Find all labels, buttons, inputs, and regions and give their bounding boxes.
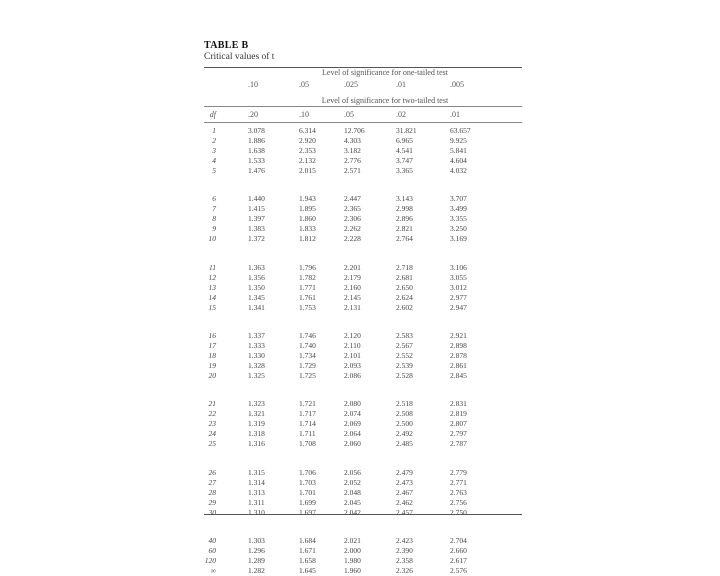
df-cell: 2 — [212, 136, 216, 145]
t-value-cell: 1.328 — [248, 360, 265, 370]
t-value-cell: 1.311 — [248, 497, 265, 507]
t-value-cell: 1.714 — [299, 419, 316, 429]
one-tailed-label: Level of significance for one-tailed test — [322, 68, 448, 77]
t-value-cell: 2.750 — [450, 507, 467, 517]
t-value-cell: 2.831 — [450, 399, 467, 409]
df-cell: 7 — [212, 204, 216, 214]
t-value-cell: 1.796 — [299, 262, 316, 272]
t-value-cell: 1.658 — [299, 555, 316, 565]
one-tailed-level: .05 — [299, 80, 309, 89]
t-value-cell: 2.479 — [396, 467, 413, 477]
table-row — [204, 546, 522, 556]
t-value-cell: 2.131 — [344, 302, 361, 312]
df-cell: 21 — [208, 399, 216, 409]
table-row — [204, 136, 522, 146]
df-cell: 9 — [212, 224, 216, 234]
t-value-cell: 2.132 — [299, 156, 316, 165]
t-value-cell: 1.746 — [299, 330, 316, 340]
df-cell: 120 — [204, 555, 216, 565]
df-cell: ∞ — [210, 565, 216, 575]
table-row — [204, 556, 522, 566]
t-value-cell: 2.583 — [396, 330, 413, 340]
two-tailed-level: .01 — [450, 110, 460, 119]
t-value-cell: 1.761 — [299, 292, 316, 302]
t-value-cell: 1.310 — [248, 507, 265, 517]
table-row — [204, 234, 522, 244]
table-row — [204, 478, 522, 488]
t-value-cell: 2.052 — [344, 477, 361, 487]
df-cell: 3 — [212, 146, 216, 155]
t-value-cell: 2.921 — [450, 330, 467, 340]
table-row — [204, 409, 522, 419]
t-value-cell: 2.228 — [344, 234, 361, 244]
t-value-cell: 1.721 — [299, 399, 316, 409]
df-cell: 15 — [208, 302, 216, 312]
two-tailed-label: Level of significance for two-tailed test — [321, 96, 449, 105]
t-value-cell: 1.729 — [299, 360, 316, 370]
table-row — [204, 341, 522, 351]
t-value-cell: 2.467 — [396, 487, 413, 497]
two-tailed-level: .05 — [344, 110, 354, 119]
table-row — [204, 468, 522, 478]
t-value-cell: 3.143 — [396, 194, 413, 204]
df-cell: 27 — [208, 477, 216, 487]
t-value-cell: 2.681 — [396, 272, 413, 282]
t-value-cell: 1.356 — [248, 272, 265, 282]
table-row — [204, 126, 522, 136]
t-value-cell: 2.021 — [344, 535, 361, 545]
t-value-cell: 6.965 — [396, 136, 413, 145]
t-value-cell: 2.787 — [450, 439, 467, 449]
one-tailed-header-row — [204, 80, 522, 90]
df-cell: 13 — [208, 282, 216, 292]
one-tailed-level: .005 — [450, 80, 464, 89]
t-value-cell: 1.415 — [248, 204, 265, 214]
t-value-cell: 3.250 — [450, 224, 467, 234]
df-cell: 24 — [208, 429, 216, 439]
t-value-cell: 2.045 — [344, 497, 361, 507]
t-value-cell: 2.447 — [344, 194, 361, 204]
table-row — [204, 361, 522, 371]
t-value-cell: 1.333 — [248, 340, 265, 350]
header-bottom-rule — [204, 122, 522, 123]
t-value-cell: 1.476 — [248, 166, 265, 175]
t-value-cell: 1.706 — [299, 467, 316, 477]
t-value-cell: 2.500 — [396, 419, 413, 429]
t-value-cell: 2.201 — [344, 262, 361, 272]
t-value-cell: 2.947 — [450, 302, 467, 312]
t-value-cell: 6.314 — [299, 126, 316, 135]
t-value-cell: 3.365 — [396, 166, 413, 175]
t-value-cell: 2.179 — [344, 272, 361, 282]
df-cell: 23 — [208, 419, 216, 429]
t-value-cell: 2.898 — [450, 340, 467, 350]
t-value-cell: 1.341 — [248, 302, 265, 312]
t-value-cell: 2.704 — [450, 535, 467, 545]
t-value-cell: 3.106 — [450, 262, 467, 272]
df-cell: 26 — [208, 467, 216, 477]
t-value-cell: 2.660 — [450, 545, 467, 555]
t-value-cell: 1.740 — [299, 340, 316, 350]
t-value-cell: 3.182 — [344, 146, 361, 155]
t-value-cell: 1.325 — [248, 370, 265, 380]
t-value-cell: 1.782 — [299, 272, 316, 282]
t-value-cell: 4.303 — [344, 136, 361, 145]
t-value-cell: 3.169 — [450, 234, 467, 244]
t-value-cell: 1.684 — [299, 535, 316, 545]
t-value-cell: 2.101 — [344, 350, 361, 360]
table-row — [204, 293, 522, 303]
t-value-cell: 2.861 — [450, 360, 467, 370]
t-value-cell: 2.878 — [450, 350, 467, 360]
t-value-cell: 2.074 — [344, 409, 361, 419]
t-value-cell: 1.330 — [248, 350, 265, 360]
t-value-cell: 2.064 — [344, 429, 361, 439]
t-value-cell: 2.920 — [299, 136, 316, 145]
t-value-cell: 1.321 — [248, 409, 265, 419]
t-value-cell: 1.383 — [248, 224, 265, 234]
table-row — [204, 419, 522, 429]
t-value-cell: 2.015 — [299, 166, 316, 175]
t-value-cell: 2.977 — [450, 292, 467, 302]
t-value-cell: 2.617 — [450, 555, 467, 565]
df-cell: 20 — [208, 370, 216, 380]
t-value-cell: 2.845 — [450, 370, 467, 380]
t-value-cell: 2.779 — [450, 467, 467, 477]
t-value-cell: 2.473 — [396, 477, 413, 487]
t-value-cell: 2.821 — [396, 224, 413, 234]
t-value-cell: 63.657 — [450, 126, 471, 135]
mid-rule — [204, 106, 522, 107]
t-value-cell: 1.316 — [248, 439, 265, 449]
two-tailed-level: .10 — [299, 110, 309, 119]
one-tailed-level: .025 — [344, 80, 358, 89]
t-value-cell: 4.604 — [450, 156, 467, 165]
df-cell: 60 — [208, 545, 216, 555]
t-value-cell: 1.711 — [299, 429, 316, 439]
df-cell: 40 — [208, 535, 216, 545]
t-value-cell: 31.821 — [396, 126, 417, 135]
t-value-cell: 1.289 — [248, 555, 265, 565]
t-value-cell: 1.812 — [299, 234, 316, 244]
t-value-cell: 2.624 — [396, 292, 413, 302]
t-value-cell: 1.350 — [248, 282, 265, 292]
t-value-cell: 2.080 — [344, 399, 361, 409]
df-cell: 10 — [208, 234, 216, 244]
df-cell: 22 — [208, 409, 216, 419]
table-row — [204, 399, 522, 409]
t-value-cell: 1.323 — [248, 399, 265, 409]
table-subtitle: Critical values of t — [204, 52, 275, 62]
table-row — [204, 263, 522, 273]
t-value-cell: 2.457 — [396, 507, 413, 517]
t-value-cell: 2.485 — [396, 439, 413, 449]
t-value-cell: 2.998 — [396, 204, 413, 214]
t-value-cell: 2.764 — [396, 234, 413, 244]
t-value-cell: 1.363 — [248, 262, 265, 272]
t-value-cell: 1.833 — [299, 224, 316, 234]
table-row — [204, 429, 522, 439]
table-row — [204, 488, 522, 498]
df-cell: 29 — [208, 497, 216, 507]
table-row — [204, 204, 522, 214]
t-value-cell: 2.571 — [344, 166, 361, 175]
t-value-cell: 2.048 — [344, 487, 361, 497]
t-value-cell: 1.638 — [248, 146, 265, 155]
t-value-cell: 1.282 — [248, 565, 265, 575]
df-cell: 11 — [209, 262, 216, 272]
t-value-cell: 1.697 — [299, 507, 316, 517]
t-value-cell: 1.734 — [299, 350, 316, 360]
t-value-cell: 2.423 — [396, 535, 413, 545]
df-cell: 16 — [208, 330, 216, 340]
t-value-cell: 4.032 — [450, 166, 467, 175]
t-value-cell: 2.718 — [396, 262, 413, 272]
table-row — [204, 166, 522, 176]
t-value-cell: 2.365 — [344, 204, 361, 214]
t-value-cell: 1.717 — [299, 409, 316, 419]
t-value-cell: 1.319 — [248, 419, 265, 429]
t-value-cell: 2.567 — [396, 340, 413, 350]
t-value-cell: 2.358 — [396, 555, 413, 565]
t-value-cell: 2.763 — [450, 487, 467, 497]
t-value-cell: 1.315 — [248, 467, 265, 477]
df-cell: 28 — [208, 487, 216, 497]
t-value-cell: 2.819 — [450, 409, 467, 419]
t-value-cell: 2.518 — [396, 399, 413, 409]
t-value-cell: 2.110 — [344, 340, 361, 350]
t-value-cell: 2.771 — [450, 477, 467, 487]
t-value-cell: 3.747 — [396, 156, 413, 165]
two-tailed-level: .20 — [248, 110, 258, 119]
t-value-cell: 1.296 — [248, 545, 265, 555]
one-tailed-level: .10 — [248, 80, 258, 89]
t-value-cell: 5.841 — [450, 146, 467, 155]
df-cell: 1 — [212, 126, 216, 135]
t-value-cell: 1.303 — [248, 535, 265, 545]
t-value-cell: 2.528 — [396, 370, 413, 380]
t-value-cell: 2.602 — [396, 302, 413, 312]
table-row — [204, 273, 522, 283]
df-cell: 8 — [212, 214, 216, 224]
t-value-cell: 2.797 — [450, 429, 467, 439]
t-value-cell: 2.120 — [344, 330, 361, 340]
t-value-cell: 1.886 — [248, 136, 265, 145]
t-value-cell: 1.960 — [344, 565, 361, 575]
t-value-cell: 2.650 — [396, 282, 413, 292]
t-value-cell: 4.541 — [396, 146, 413, 155]
t-value-cell: 2.390 — [396, 545, 413, 555]
df-cell: 17 — [208, 340, 216, 350]
t-value-cell: 1.314 — [248, 477, 265, 487]
df-cell: 6 — [212, 194, 216, 204]
table-row — [204, 351, 522, 361]
t-value-cell: 2.462 — [396, 497, 413, 507]
t-value-cell: 2.326 — [396, 565, 413, 575]
t-value-cell: 2.086 — [344, 370, 361, 380]
t-value-cell: 2.069 — [344, 419, 361, 429]
one-tailed-level: .01 — [396, 80, 406, 89]
t-value-cell: 2.353 — [299, 146, 316, 155]
table-row — [204, 224, 522, 234]
t-value-cell: 2.160 — [344, 282, 361, 292]
t-value-cell: 1.708 — [299, 439, 316, 449]
t-value-cell: 3.055 — [450, 272, 467, 282]
t-value-cell: 2.042 — [344, 507, 361, 517]
t-value-cell: 1.671 — [299, 545, 316, 555]
t-value-cell: 1.860 — [299, 214, 316, 224]
table-row — [204, 303, 522, 313]
table-row — [204, 331, 522, 341]
t-value-cell: 2.756 — [450, 497, 467, 507]
t-value-cell: 1.943 — [299, 194, 316, 204]
t-value-cell: 2.093 — [344, 360, 361, 370]
df-cell: 30 — [208, 507, 216, 517]
df-cell: 18 — [208, 350, 216, 360]
two-tailed-level: .02 — [396, 110, 406, 119]
table-title: TABLE B — [204, 40, 249, 51]
t-value-cell: 1.703 — [299, 477, 316, 487]
t-value-cell: 2.576 — [450, 565, 467, 575]
t-value-cell: 2.539 — [396, 360, 413, 370]
t-value-cell: 12.706 — [344, 126, 365, 135]
df-cell: 12 — [208, 272, 216, 282]
t-value-cell: 3.078 — [248, 126, 265, 135]
bottom-rule — [204, 514, 522, 515]
t-value-cell: 1.397 — [248, 214, 265, 224]
t-value-cell: 1.372 — [248, 234, 265, 244]
df-cell: 14 — [208, 292, 216, 302]
t-value-cell: 2.807 — [450, 419, 467, 429]
t-value-cell: 2.000 — [344, 545, 361, 555]
t-value-cell: 9.925 — [450, 136, 467, 145]
t-value-cell: 2.552 — [396, 350, 413, 360]
t-value-cell: 2.896 — [396, 214, 413, 224]
df-cell: 5 — [212, 166, 216, 175]
table-row — [204, 146, 522, 156]
t-value-cell: 1.699 — [299, 497, 316, 507]
table-row — [204, 156, 522, 166]
df-header: df — [209, 110, 216, 119]
t-value-cell: 2.056 — [344, 467, 361, 477]
table-row — [204, 371, 522, 381]
df-cell: 25 — [208, 439, 216, 449]
t-value-cell: 1.345 — [248, 292, 265, 302]
t-value-cell: 2.492 — [396, 429, 413, 439]
t-value-cell: 3.355 — [450, 214, 467, 224]
table-row — [204, 214, 522, 224]
t-value-cell: 1.440 — [248, 194, 265, 204]
t-value-cell: 1.895 — [299, 204, 316, 214]
t-value-cell: 2.508 — [396, 409, 413, 419]
t-value-cell: 2.776 — [344, 156, 361, 165]
t-value-cell: 1.753 — [299, 302, 316, 312]
t-value-cell: 3.012 — [450, 282, 467, 292]
t-value-cell: 1.337 — [248, 330, 265, 340]
t-value-cell: 2.145 — [344, 292, 361, 302]
t-value-cell: 2.060 — [344, 439, 361, 449]
t-value-cell: 3.499 — [450, 204, 467, 214]
t-value-cell: 3.707 — [450, 194, 467, 204]
t-value-cell: 1.701 — [299, 487, 316, 497]
table-row — [204, 439, 522, 449]
df-cell: 4 — [212, 156, 216, 165]
t-value-cell: 2.262 — [344, 224, 361, 234]
table-row — [204, 536, 522, 546]
table-row — [204, 283, 522, 293]
table-row — [204, 508, 522, 518]
table-row — [204, 498, 522, 508]
t-value-cell: 1.318 — [248, 429, 265, 439]
two-tailed-header-row — [204, 110, 522, 120]
t-value-cell: 1.725 — [299, 370, 316, 380]
t-value-cell: 1.980 — [344, 555, 361, 565]
t-value-cell: 1.645 — [299, 565, 316, 575]
df-cell: 19 — [208, 360, 216, 370]
t-value-cell: 2.306 — [344, 214, 361, 224]
table-row — [204, 194, 522, 204]
t-value-cell: 1.771 — [299, 282, 316, 292]
t-value-cell: 1.313 — [248, 487, 265, 497]
table-row — [204, 566, 522, 576]
t-value-cell: 1.533 — [248, 156, 265, 165]
